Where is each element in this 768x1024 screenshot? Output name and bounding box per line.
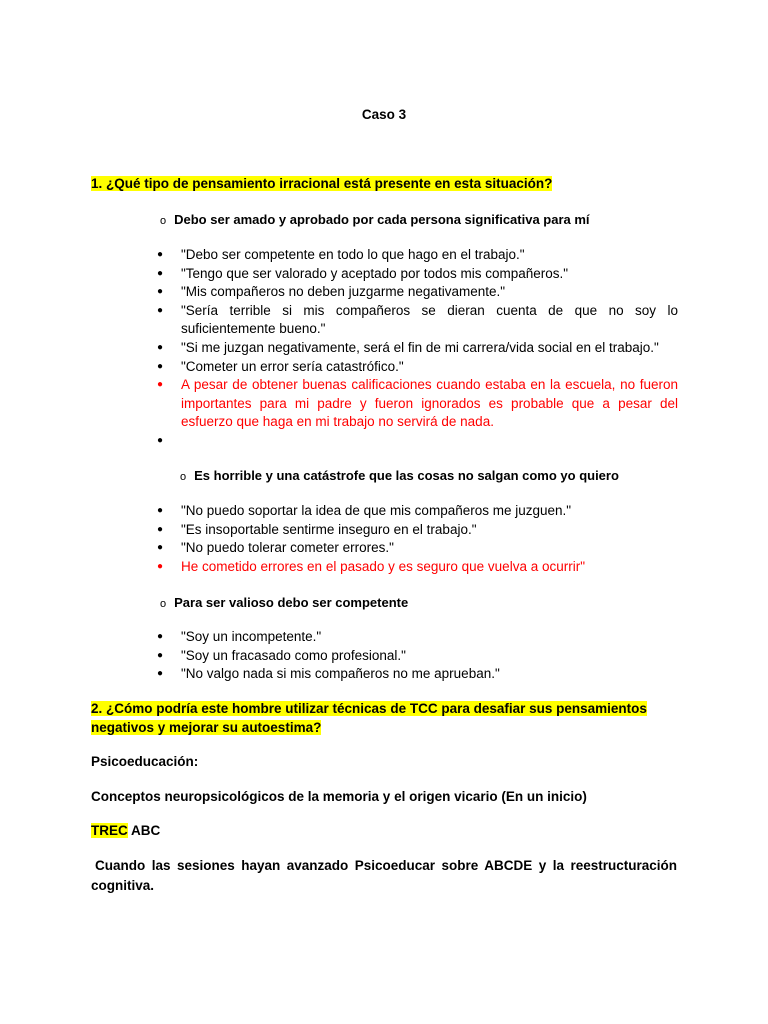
section-2-heading-text: Es horrible y una catástrofe que las cosas no salgan como yo quiero [194, 468, 619, 483]
section-3-heading-text: Para ser valioso debo ser competente [174, 595, 409, 610]
question-2-line-1: 2. ¿Cómo podría este hombre utilizar técnicas de TCC para desafiar sus pensamientos [91, 701, 647, 716]
section-3-list [157, 628, 678, 684]
closing-paragraph: Cuando las sesiones hayan avanzado Psicoeducar sobre ABCDE y la reestructuración cognitiva. [91, 858, 677, 893]
list-item-red: ● A pesar de obtener buenas calificaciones cuando estaba en la escuela, no fueron importantes para mi padre y fueron ignorados es probable que a pesar del esfuerzo que haga en mi trabajo no servirá de nada. [157, 376, 678, 432]
section-1-list [157, 246, 678, 451]
question-2 [91, 700, 677, 737]
concepts-paragraph: Conceptos neuropsicológicos de la memoria y el origen vicario (En un inicio) [91, 789, 587, 804]
question-1-text: 1. ¿Qué tipo de pensamiento irracional está presente en esta situación? [91, 176, 553, 191]
list-item: ● "Mis compañeros no deben juzgarme negativamente." [157, 283, 678, 302]
list-item: ● "No valgo nada si mis compañeros no me aprueban." [157, 665, 678, 684]
section-1-heading [160, 212, 590, 227]
list-item: ● "Soy un fracasado como profesional." [157, 647, 678, 666]
section-3-marker: o [160, 598, 167, 610]
section-1-heading-text: Debo ser amado y aprobado por cada persona significativa para mí [174, 212, 590, 227]
psychoeducation-heading: Psicoeducación: [91, 754, 199, 769]
abc-label: ABC [131, 823, 161, 838]
list-item: ● "Es insoportable sentirme inseguro en el trabajo." [157, 521, 678, 540]
trec-line [91, 823, 160, 838]
list-item: ● "No puedo soportar la idea de que mis compañeros me juzguen." [157, 502, 678, 521]
list-item: ● "Debo ser competente en todo lo que hago en el trabajo." [157, 246, 678, 265]
section-2-marker: o [180, 471, 187, 483]
list-item: ● "Sería terrible si mis compañeros se dieran cuenta de que no soy lo suficientemente bueno." [157, 302, 678, 339]
list-item-red: ● He cometido errores en el pasado y es seguro que vuelva a ocurrir" [157, 558, 678, 577]
list-item: ● "No puedo tolerar cometer errores." [157, 539, 678, 558]
section-3-heading [160, 595, 408, 610]
list-item: ● "Si me juzgan negativamente, será el fin de mi carrera/vida social en el trabajo." [157, 339, 678, 358]
question-1 [91, 176, 552, 191]
list-item: ● "Cometer un error sería catastrófico." [157, 358, 678, 377]
list-item: ● "Tengo que ser valorado y aceptado por todos mis compañeros." [157, 265, 678, 284]
question-2-line-2: negativos y mejorar su autoestima? [91, 719, 322, 735]
list-item: ● "Soy un incompetente." [157, 628, 678, 647]
trec-label: TREC [91, 823, 128, 838]
list-item-empty [157, 432, 678, 451]
document-title: Caso 3 [361, 107, 407, 122]
section-2-heading [180, 468, 619, 483]
section-2-list [157, 502, 678, 576]
section-1-marker: o [160, 215, 167, 227]
